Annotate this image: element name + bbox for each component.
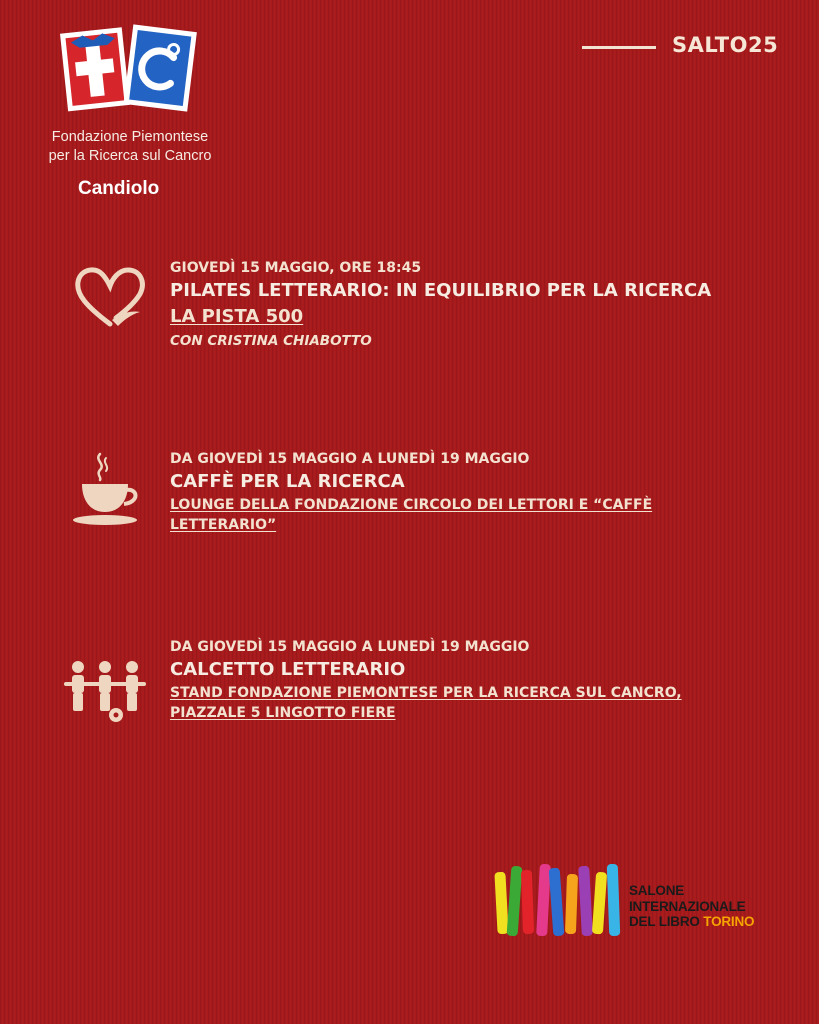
- event-title: CAFFÈ PER LA RICERCA: [170, 471, 405, 492]
- event-pilates: [170, 258, 770, 352]
- salone-line2: INTERNAZIONALE: [629, 898, 746, 914]
- event-calcetto: [170, 637, 770, 723]
- foundation-name: [30, 128, 230, 166]
- event-location-link-line1[interactable]: LOUNGE DELLA FONDAZIONE CIRCOLO DEI LETTORI E “CAFFÈ: [170, 497, 653, 513]
- salone-city: TORINO: [703, 914, 755, 929]
- event-date: DA GIOVEDÌ 15 MAGGIO A LUNEDÌ 19 MAGGIO: [170, 639, 530, 655]
- foundation-name-line1: Fondazione Piemontese: [51, 129, 209, 145]
- candiolo-label: Candiolo: [78, 178, 160, 199]
- tag-divider: [582, 46, 656, 49]
- salone-libro: DEL LIBRO: [629, 914, 700, 929]
- event-location-link-line2[interactable]: LETTERARIO”: [170, 517, 277, 533]
- salto-tag: SALTO25: [672, 33, 779, 57]
- foundation-logo-icon: [60, 22, 200, 117]
- event-location-link-line2[interactable]: PIAZZALE 5 LINGOTTO FIERE: [170, 705, 396, 721]
- event-title: PILATES LETTERARIO: IN EQUILIBRIO PER LA RICERCA: [170, 280, 712, 301]
- event-caffe: [170, 449, 770, 535]
- event-location-link-line1[interactable]: STAND FONDAZIONE PIEMONTESE PER LA RICERCA SUL CANCRO,: [170, 685, 682, 701]
- heart-icon: [72, 262, 148, 334]
- event-date: DA GIOVEDÌ 15 MAGGIO A LUNEDÌ 19 MAGGIO: [170, 451, 530, 467]
- event-guest: CON CRISTINA CHIABOTTO: [170, 333, 372, 349]
- salone-libro-wordmark: [629, 883, 754, 930]
- salone-line1: SALONE: [629, 883, 685, 898]
- salone-libro-logo-icon: [494, 862, 626, 940]
- coffee-cup-icon: [70, 450, 140, 528]
- event-date: GIOVEDÌ 15 MAGGIO, ORE 18:45: [170, 260, 422, 276]
- event-location-link[interactable]: LA PISTA 500: [170, 306, 304, 327]
- foosball-players-icon: [64, 657, 146, 723]
- foundation-name-line2: per la Ricerca sul Cancro: [48, 148, 212, 164]
- salone-line3: [629, 914, 754, 930]
- event-title: CALCETTO LETTERARIO: [170, 659, 406, 680]
